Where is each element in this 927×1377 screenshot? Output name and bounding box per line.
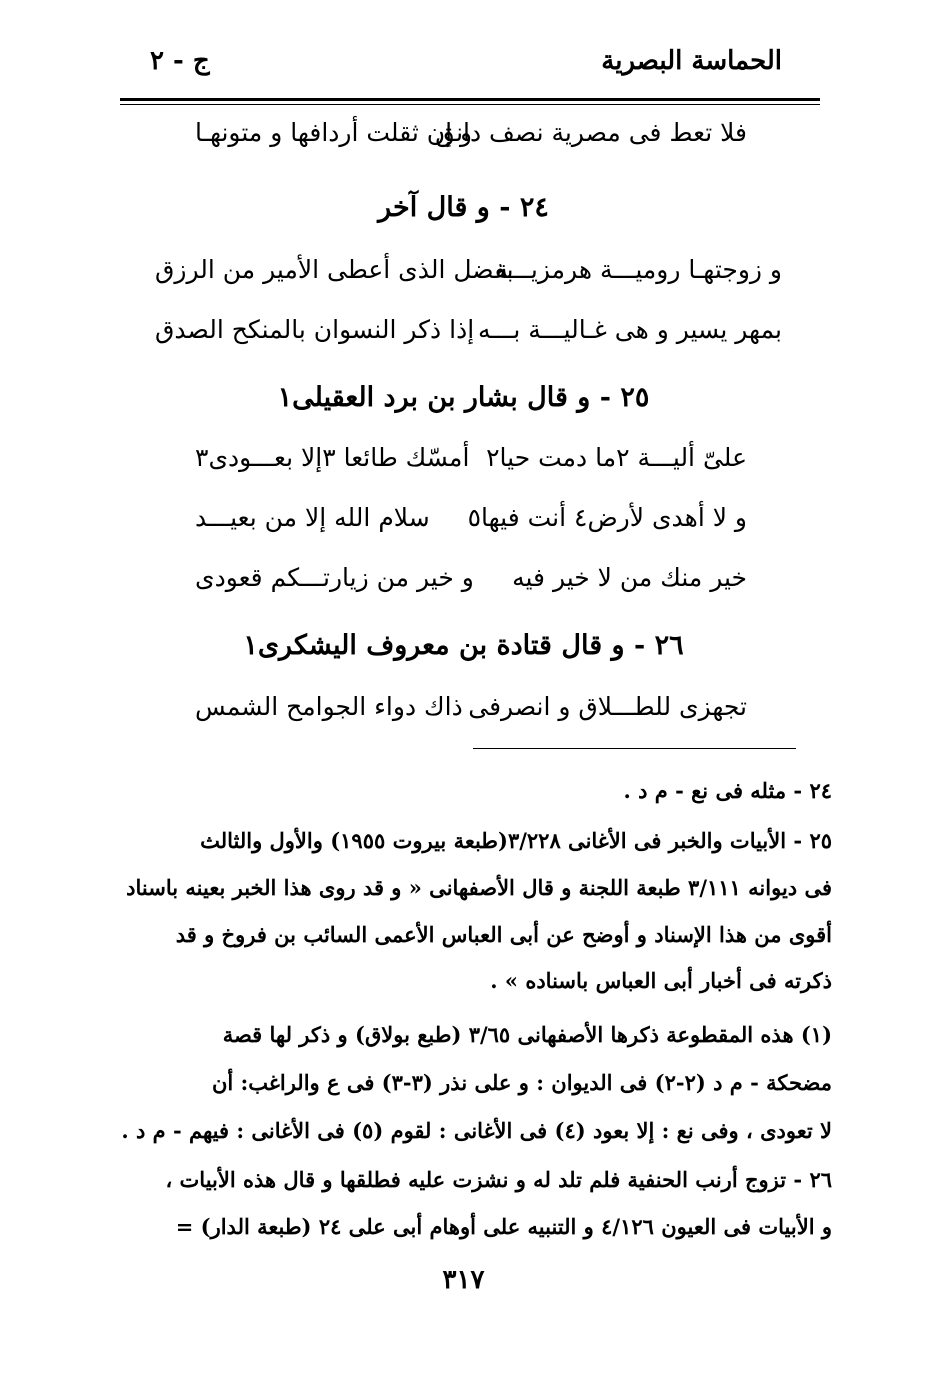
poem-title: ٢٥ - و قال بشار بن برد العقيلى١ <box>277 382 650 413</box>
hemistich-first: و لا أهدى لأرض٤ أنت فيها٥ <box>467 503 747 532</box>
footnote-line: أقوى من هذا الإسناد و أوضح عن أبى العباس الأعمى السائب بن فروخ و قد <box>175 922 832 947</box>
page-number: ٣١٧ <box>442 1265 485 1295</box>
footnote-line: (١) هذه المقطوعة ذكرها الأصفهانى ٣/٦٥ (طبع بولاق) و ذكر لها قصة <box>222 1022 832 1047</box>
header-rule <box>120 98 820 101</box>
footnote-line: ٢٥ - الأبيات والخبر فى الأغانى ٣/٢٢٨(طبعة بيروت ١٩٥٥) والأول والثالث <box>200 828 832 853</box>
hemistich-first: بمهر يسير و هى غـاليـــة بـــه <box>477 315 782 344</box>
hemistich-second: إذا ذكر النسوان بالمنكح الصدق <box>155 315 475 344</box>
footnote-line: فى ديوانه ٣/١١١ طبعة اللجنة و قال الأصفهانى « و قد روى هذا الخبر بعينه باسناد <box>126 875 832 900</box>
hemistich-second: سلام الله إلا من بعيـــد <box>195 503 430 532</box>
poem-title: ٢٤ - و قال آخر <box>378 192 549 223</box>
hemistich-second: أمسّك طائعا ٣إلا بعـــودى٣ <box>195 443 470 472</box>
hemistich-first: فلا تعط فى مصرية نصف دانق <box>435 118 747 147</box>
footnote-line: ذكرته فى أخبار أبى العباس باسناده » . <box>490 968 832 993</box>
footnote-separator <box>473 748 796 749</box>
footnote-line: لا تعودى ، وفى نع : إلا بعود (٤) فى الأغانى : لقوم (٥) فى الأغانى : فيهم - م د . <box>121 1118 832 1143</box>
hemistich-first: خير منك من لا خير فيه <box>512 563 747 592</box>
volume-number: ج - ٢ <box>150 46 210 76</box>
header-rule-thin <box>120 104 820 105</box>
hemistich-second: و خير من زيارتـــكم قعودى <box>195 563 474 592</box>
hemistich-second: بفضل الذى أعطى الأمير من الرزق <box>155 255 514 284</box>
footnote-line: ٢٦ - تزوج أرنب الحنفية فلم تلد له و نشزت عليه فطلقها و قال هذه الأبيات ، <box>165 1167 832 1192</box>
hemistich-second: ذاك دواء الجوامح الشمس <box>195 692 463 721</box>
hemistich-first: علىّ أليـــة ٢ما دمت حيا٢ <box>486 443 747 472</box>
footnote-line: مضحكة - م د (٢-٢) فى الديوان : و على نذر (٣-٣) فى ع والراغب: أن <box>211 1070 832 1095</box>
hemistich-second: و إن ثقلت أردافها و متونهـا <box>195 118 473 147</box>
hemistich-first: تجهزى للطـــلاق و انصرفى <box>468 692 747 721</box>
book-title: الحماسة البصرية <box>601 46 782 76</box>
footnote-line: و الأبيات فى العيون ٤/١٢٦ و التنبيه على أوهام أبى على ٢٤ (طبعة الدار) = <box>175 1214 832 1239</box>
footnote-line: ٢٤ - مثله فى نع - م د . <box>623 778 832 803</box>
poem-title: ٢٦ - و قال قتادة بن معروف اليشكرى١ <box>243 630 684 661</box>
hemistich-first: و زوجتهـا روميـــة هرمزيـــة <box>495 255 782 284</box>
